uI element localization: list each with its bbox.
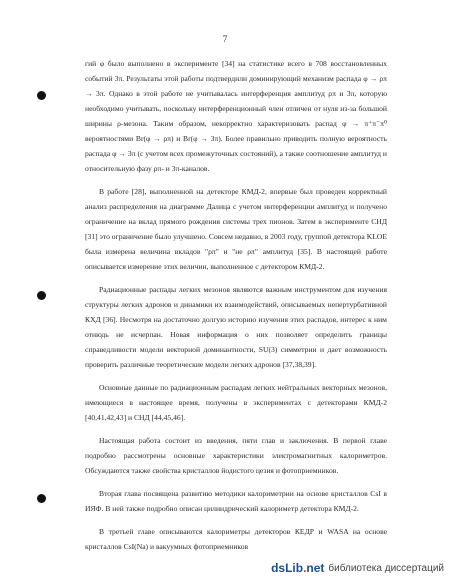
paragraph-3: Радиационные распады легких мезонов являются важным инструментом для изучения структуры легких адронов и динамики их взаимодействий, описываемых непертурбативной КХД [36]. Несмотря на достаточно долгую историю изучения этих распадов, интерес к ним отнюдь не исчерпан. Новая информация о них позволяет определить границы справедливости модели векторной доминантности, SU(3) симметрии и дает возможность проверить различные теоретические модели легких адронов [37,38,39].: [85, 285, 387, 369]
paragraph-1: гий φ было выполнено в эксперименте [34] на статистике всего в 708 восстановленных событий 3π. Результаты этой работы подтвердили доминирующий механизм распада φ → ρπ → 3π. Однако в этой работе не учитывалась интерференция амплитуд ρπ и 3π, которую необходимо учитывать, поскольку интерференционный член отличен от нуля из-за большой ширины ρ-мезона. Таким образом, некорректно характеризовать распад φ → π⁺π⁻π⁰ вероятностями Br(φ → ρπ) и Br(φ → 3π). Более правильно приводить полную вероятность распада φ → 3π (с учетом всех промежуточных состояний), а также соотношение амплитуд и относительную фазу ρπ- и 3π-каналов.: [85, 59, 387, 173]
watermark-subtitle: библиотека диссертаций: [328, 562, 444, 574]
paragraph-6: Вторая глава посвящена развитию методики калориметрии на основе кристаллов CsI в ИЯФ. В ней также подробно описан цилиндрический калориметр детектора КМД-2.: [85, 489, 387, 513]
paragraph-4: Основные данные по радиационным распадам легких нейтральных векторных мезонов, имеющиеся в настоящее время, получены в экспериментах с детекторами КМД-2 [40,41,42,43] и СНД [44,45,46].: [85, 383, 387, 422]
paragraph-2: В работе [28], выполненной на детекторе КМД-2, впервые был проведен корректный анализ распределения на диаграмме Далица с учетом интерференции амплитуд и получено ограничение на вклад прямого рождения системы трех пионов. Затем в эксперименте СНД [31] это ограничение было улучшено. Совсем недавно, в 2003 году, группой детектора KLOE была измерена величина вкладов "ρπ" и "не ρπ" амплитуд [35]. В настоящей работе описывается измерение этих величин, выполненное с детектором КМД-2.: [85, 187, 387, 271]
paragraph-7: В третьей главе описываются калориметры детекторов КЕДР и WASA на основе кристаллов CsI(Na) и вакуумных фотоприемников: [85, 527, 387, 551]
margin-dot-top: [37, 91, 46, 100]
margin-dot-middle: [37, 291, 46, 300]
watermark-logo: dsLib.net: [271, 561, 325, 575]
watermark: [271, 561, 444, 575]
page-number: 7: [222, 34, 228, 44]
paragraph-5: Настоящая работа состоит из введения, пяти глав и заключения. В первой главе подробно рассмотрены основные характеристики электромагнитных калориметров. Обсуждаются также свойства кристаллов йодистого цезия и фотоприемников.: [85, 436, 387, 475]
margin-dot-bottom: [37, 494, 46, 503]
body-text: [85, 56, 387, 562]
